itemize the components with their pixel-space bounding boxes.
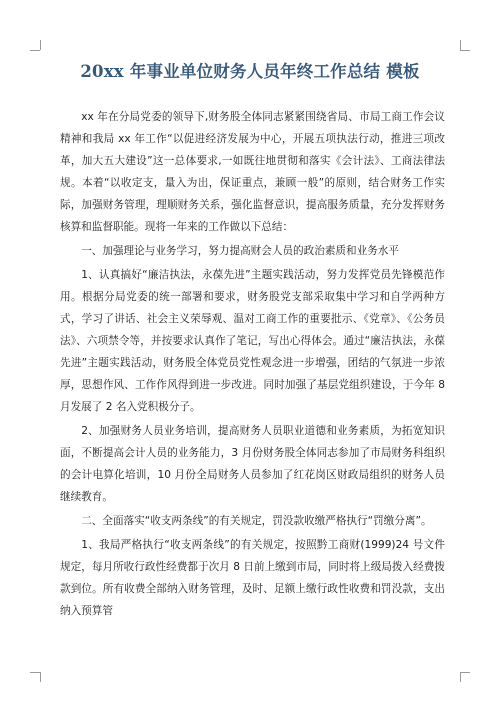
body-paragraph: xx 年在分局党委的领导下,财务股全体同志紧紧围绕省局、市局工商工作会议精神和我局 xx 年工作“以促进经济发展为中心，开展五项执法行动，推进三项改革，加大五大建设”这一总体要求,一如既往地贯彻和落实《会计法》、工商法律法规。本着“以收定支，量入为出，保证重点，兼顾一般”的原则，结合财务工作实际，加强财务管理，理顺财务关系，强化监督意识，提高服务质量，充分发挥财务核算和监督职能。现将一年来的工作做以下总结： [60,111,445,233]
document-body [60,106,445,624]
body-paragraph: 1、我局严格执行“收支两条线”的有关规定，按照黔工商财(1999)24 号文件规定，每月所收行政性经费都于次月 8 日前上缴到市局，同时将上级局拨入经费拨款到位。所有收费全部纳入财务管理，及时、足额上缴行政性收费和罚没款，支出纳入预算管 [60,539,445,617]
body-paragraph: 一、加强理论与业务学习，努力提高财会人员的政治素质和业务水平 [81,245,399,257]
body-paragraph: 1、认真搞好“廉洁执法，永葆先进”主题实践活动，努力发挥党员先锋模范作用。根据分局党委的统一部署和要求，财务股党支部采取集中学习和自学两种方式，学习了讲话、社会主义荣辱观、温对工商工作的重要批示、《党章》、《公务员法》、六项禁令等，并按要求认真作了笔记，写出心得体会。通过“廉洁执法，永葆先进”主题实践活动，财务股全体党员党性观念进一步增强，团结的气氛进一步浓厚，思想作风、工作作风得到进一步改进。同时加强了基层党组织建设，于今年 8 月发展了 2 名入党积极分子。 [60,269,445,413]
document-title: 20xx 年事业单位财务人员年终工作总结 模板 [80,62,420,81]
body-paragraph: 2、加强财务人员业务培训，提高财务人员职业道德和业务素质，为拓宽知识面，不断提高会计人员的业务能力，3 月份财务股全体同志参加了市局财务科组织的会计电算化培训，10 月份全局财务人员参加了红花岗区财政局组织的财务人员继续教育。 [60,425,445,503]
body-paragraph: 二、全面落实“收支两条线”的有关规定，罚没款收缴严格执行“罚缴分离”。 [81,515,432,527]
